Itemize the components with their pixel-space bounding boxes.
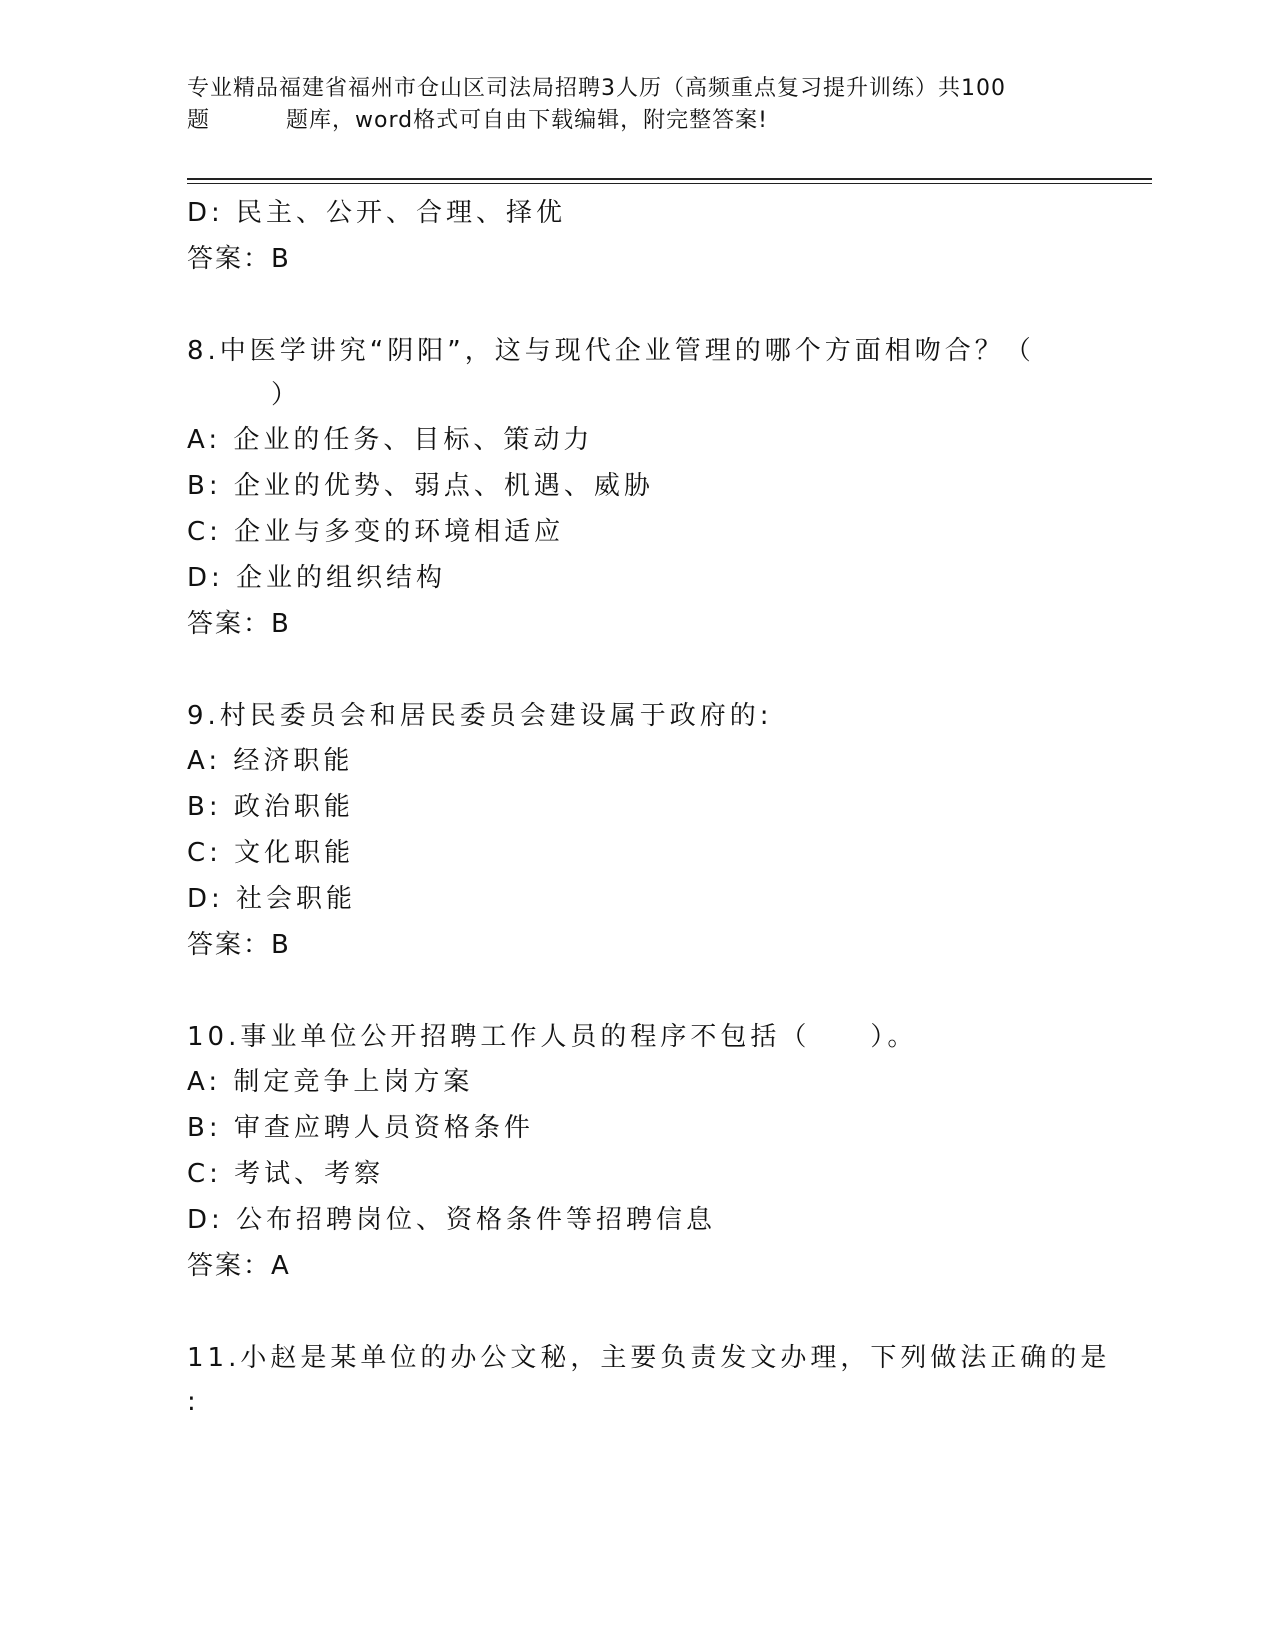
option-d: D: 企业的组织结构	[187, 563, 447, 593]
question-8	[187, 329, 1087, 647]
question-text: 11.小赵是某单位的办公文秘，主要负责发文办理，下列做法正确的是	[187, 1343, 1111, 1373]
option-c: C: 企业与多变的环境相适应	[187, 517, 565, 547]
option-c: C: 考试、考察	[187, 1159, 385, 1189]
header-title-line1: 专业精品福建省福州市仓山区司法局招聘3人历（高频重点复习提升训练）共100	[187, 76, 1006, 101]
header-gap	[210, 105, 286, 137]
question-text-continued: ）	[271, 380, 302, 410]
option-a: A: 经济职能	[187, 746, 354, 776]
question-10	[187, 1015, 1087, 1289]
header-rule-thin	[187, 183, 1152, 184]
question-spacer	[187, 647, 1087, 694]
header-rule-thick	[187, 178, 1152, 180]
question-text: 9.村民委员会和居民委员会建设属于政府的:	[187, 701, 773, 731]
option-d: D: 公布招聘岗位、资格条件等招聘信息	[187, 1205, 717, 1235]
answer: 答案：A	[187, 1251, 291, 1281]
option-d: D: 民主、公开、合理、择优	[187, 198, 567, 228]
header-title-line2	[187, 105, 1087, 137]
question-spacer	[187, 282, 1087, 329]
question-7	[187, 190, 1087, 282]
question-list	[187, 190, 1111, 1424]
option-b: B: 企业的优势、弱点、机遇、威胁	[187, 471, 654, 501]
answer: 答案：B	[187, 930, 291, 960]
question-11	[187, 1336, 1111, 1424]
option-d: D: 社会职能	[187, 884, 357, 914]
option-c: C: 文化职能	[187, 838, 355, 868]
option-b: B: 政治职能	[187, 792, 354, 822]
option-a: A: 企业的任务、目标、策动力	[187, 425, 594, 455]
document-header	[187, 73, 1087, 137]
answer: 答案：B	[187, 244, 291, 274]
question-spacer	[187, 1289, 1087, 1336]
option-b: B: 审查应聘人员资格条件	[187, 1113, 534, 1143]
header-title-line2-rest: 题库，word格式可自由下载编辑，附完整答案!	[286, 108, 768, 133]
answer: 答案：B	[187, 609, 291, 639]
question-spacer	[187, 968, 1087, 1015]
question-text: 8.中医学讲究“阴阳”，这与现代企业管理的哪个方面相吻合？（	[187, 336, 1035, 366]
option-a: A: 制定竞争上岗方案	[187, 1067, 474, 1097]
header-title-line2-start: 题	[187, 108, 211, 133]
question-9	[187, 694, 1087, 968]
question-text: 10.事业单位公开招聘工作人员的程序不包括（ ）。	[187, 1022, 918, 1052]
question-text-continued: :	[187, 1387, 200, 1417]
